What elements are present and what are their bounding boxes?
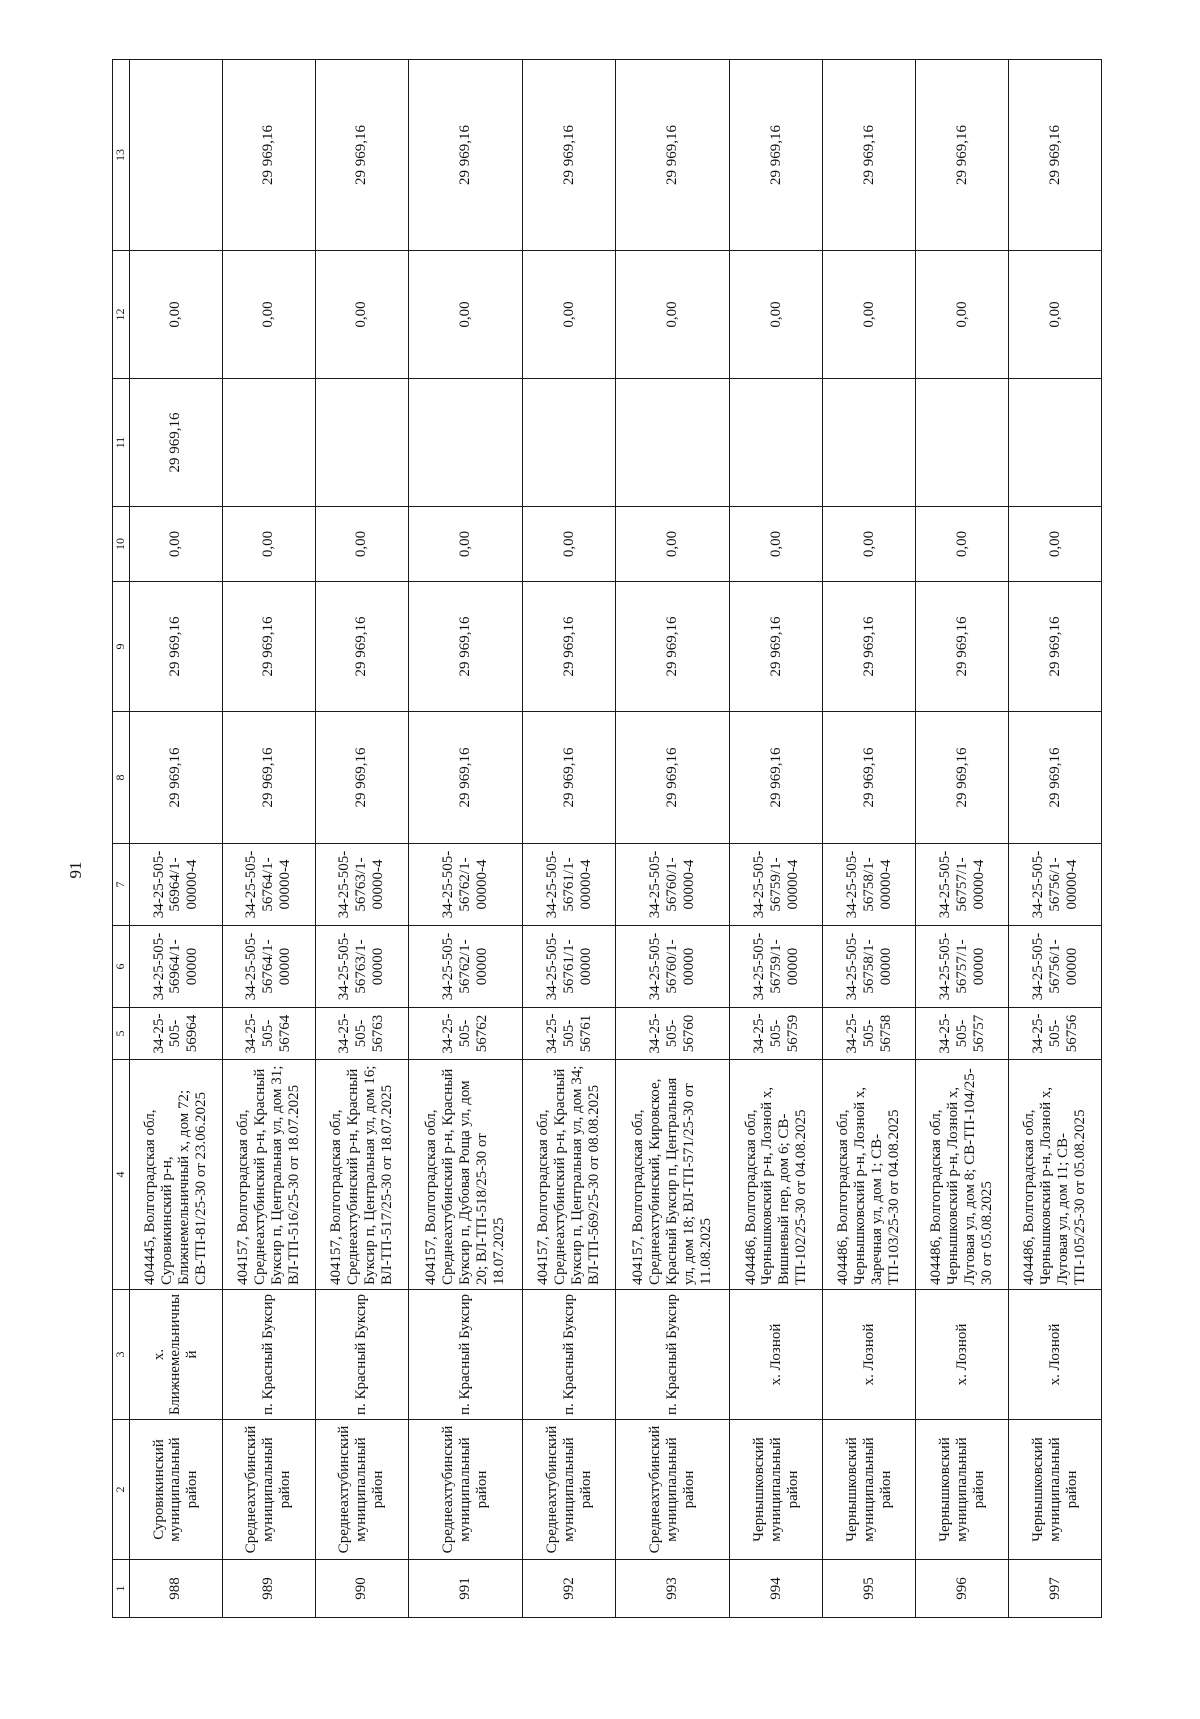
- column-number: 3: [113, 1290, 130, 1420]
- object-code-cell: 34-25-505-56761/1-00000: [523, 926, 616, 1008]
- row-number-cell: 988: [130, 1560, 223, 1618]
- object-subcode-cell: 34-25-505-56757/1-00000-4: [916, 844, 1009, 926]
- object-subcode-cell: 34-25-505-56763/1-00000-4: [315, 844, 408, 926]
- value-col8-cell: 29 969,16: [615, 712, 729, 844]
- object-code-cell: 34-25-505-56758/1-00000: [823, 926, 916, 1008]
- value-col8-cell: 29 969,16: [823, 712, 916, 844]
- value-col11-cell: [615, 379, 729, 507]
- object-subcode-cell: 34-25-505-56761/1-00000-4: [523, 844, 616, 926]
- district-cell: Суровикинский муниципальный район: [130, 1420, 223, 1560]
- district-cell: Среднеахтубинский муниципальный район: [315, 1420, 408, 1560]
- value-col10-cell: 0,00: [408, 507, 522, 582]
- value-col10-cell: 0,00: [615, 507, 729, 582]
- cadastral-number-cell: 34-25-505-56760: [615, 1008, 729, 1060]
- value-col8-cell: 29 969,16: [130, 712, 223, 844]
- value-col9-cell: 29 969,16: [1009, 582, 1102, 712]
- row-number-cell: 997: [1009, 1560, 1102, 1618]
- value-col13-cell: 29 969,16: [916, 60, 1009, 251]
- value-col12-cell: 0,00: [1009, 251, 1102, 379]
- column-number-row: [113, 60, 130, 1618]
- value-col10-cell: 0,00: [916, 507, 1009, 582]
- value-col12-cell: 0,00: [315, 251, 408, 379]
- table-row: [523, 60, 616, 1618]
- district-cell: Среднеахтубинский муниципальный район: [615, 1420, 729, 1560]
- address-cell: 404486, Волгоградская обл, Чернышковский р-н, Лозной х, Луговая ул, дом 11; СВ-ТП-105/25-30 от 05.08.2025: [1009, 1060, 1102, 1290]
- rotated-table-container: [112, 60, 1102, 1618]
- table-row: [615, 60, 729, 1618]
- value-col13-cell: 29 969,16: [1009, 60, 1102, 251]
- column-number: 4: [113, 1060, 130, 1290]
- value-col9-cell: 29 969,16: [730, 582, 823, 712]
- value-col10-cell: 0,00: [130, 507, 223, 582]
- value-col9-cell: 29 969,16: [823, 582, 916, 712]
- value-col11-cell: [408, 379, 522, 507]
- value-col13-cell: 29 969,16: [730, 60, 823, 251]
- value-col11-cell: [523, 379, 616, 507]
- cadastral-number-cell: 34-25-505-56964: [130, 1008, 223, 1060]
- locality-cell: х. Лозной: [823, 1290, 916, 1420]
- district-cell: Чернышковский муниципальный район: [1009, 1420, 1102, 1560]
- address-cell: 404157, Волгоградская обл, Среднеахтубинский р-н, Красный Буксир п, Центральная ул, дом 34; ВЛ-ТП-569/25-30 от 08.08.2025: [523, 1060, 616, 1290]
- value-col8-cell: 29 969,16: [523, 712, 616, 844]
- value-col10-cell: 0,00: [523, 507, 616, 582]
- value-col9-cell: 29 969,16: [523, 582, 616, 712]
- district-cell: Среднеахтубинский муниципальный район: [222, 1420, 315, 1560]
- address-cell: 404486, Волгоградская обл, Чернышковский р-н, Лозной х, Луговая ул, дом 8; СВ-ТП-104/25-30 от 05.08.2025: [916, 1060, 1009, 1290]
- column-number: 5: [113, 1008, 130, 1060]
- row-number-cell: 990: [315, 1560, 408, 1618]
- locality-cell: х. Лозной: [916, 1290, 1009, 1420]
- object-code-cell: 34-25-505-56964/1-00000: [130, 926, 223, 1008]
- value-col12-cell: 0,00: [730, 251, 823, 379]
- address-cell: 404486, Волгоградская обл, Чернышковский р-н, Лозной х, Заречная ул, дом 1; СВ-ТП-103/25-30 от 04.08.2025: [823, 1060, 916, 1290]
- column-number: 12: [113, 251, 130, 379]
- column-number: 2: [113, 1420, 130, 1560]
- value-col11-cell: [916, 379, 1009, 507]
- value-col13-cell: 29 969,16: [523, 60, 616, 251]
- value-col13-cell: 29 969,16: [222, 60, 315, 251]
- row-number-cell: 993: [615, 1560, 729, 1618]
- column-number: 7: [113, 844, 130, 926]
- district-cell: Среднеахтубинский муниципальный район: [523, 1420, 616, 1560]
- value-col8-cell: 29 969,16: [1009, 712, 1102, 844]
- district-cell: Чернышковский муниципальный район: [730, 1420, 823, 1560]
- address-cell: 404157, Волгоградская обл, Среднеахтубинский р-н, Красный Буксир п, Центральная ул, дом 31; ВЛ-ТП-516/25-30 от 18.07.2025: [222, 1060, 315, 1290]
- row-number-cell: 995: [823, 1560, 916, 1618]
- cadastral-number-cell: 34-25-505-56763: [315, 1008, 408, 1060]
- object-code-cell: 34-25-505-56757/1-00000: [916, 926, 1009, 1008]
- district-cell: Чернышковский муниципальный район: [916, 1420, 1009, 1560]
- object-code-cell: 34-25-505-56764/1-00000: [222, 926, 315, 1008]
- cadastral-number-cell: 34-25-505-56759: [730, 1008, 823, 1060]
- table-row: [823, 60, 916, 1618]
- table-row: [1009, 60, 1102, 1618]
- row-number-cell: 996: [916, 1560, 1009, 1618]
- object-subcode-cell: 34-25-505-56758/1-00000-4: [823, 844, 916, 926]
- value-col12-cell: 0,00: [916, 251, 1009, 379]
- value-col12-cell: 0,00: [615, 251, 729, 379]
- value-col13-cell: [130, 60, 223, 251]
- object-subcode-cell: 34-25-505-56756/1-00000-4: [1009, 844, 1102, 926]
- value-col8-cell: 29 969,16: [730, 712, 823, 844]
- cadastral-number-cell: 34-25-505-56756: [1009, 1008, 1102, 1060]
- page-number: 91: [66, 861, 85, 879]
- registry-table: [112, 59, 1102, 1618]
- address-cell: 404157, Волгоградская обл, Среднеахтубинский, Кировское, Красный Буксир п, Центральная ул, дом 18; ВЛ-ТП-571/25-30 от 11.08.2025: [615, 1060, 729, 1290]
- locality-cell: х. Лозной: [730, 1290, 823, 1420]
- object-subcode-cell: 34-25-505-56759/1-00000-4: [730, 844, 823, 926]
- value-col11-cell: [222, 379, 315, 507]
- value-col12-cell: 0,00: [408, 251, 522, 379]
- value-col9-cell: 29 969,16: [408, 582, 522, 712]
- object-code-cell: 34-25-505-56760/1-00000: [615, 926, 729, 1008]
- table-row: [916, 60, 1009, 1618]
- address-cell: 404445, Волгоградская обл, Суровикинский р-н, Ближнемельничный х, дом 72; СВ-ТП-81/25-30 от 23.06.2025: [130, 1060, 223, 1290]
- value-col9-cell: 29 969,16: [615, 582, 729, 712]
- locality-cell: х. Лозной: [1009, 1290, 1102, 1420]
- column-number: 10: [113, 507, 130, 582]
- row-number-cell: 991: [408, 1560, 522, 1618]
- value-col10-cell: 0,00: [1009, 507, 1102, 582]
- value-col10-cell: 0,00: [222, 507, 315, 582]
- column-number: 13: [113, 60, 130, 251]
- object-subcode-cell: 34-25-505-56964/1-00000-4: [130, 844, 223, 926]
- value-col11-cell: [730, 379, 823, 507]
- value-col13-cell: 29 969,16: [615, 60, 729, 251]
- locality-cell: п. Красный Буксир: [315, 1290, 408, 1420]
- value-col12-cell: 0,00: [222, 251, 315, 379]
- locality-cell: п. Красный Буксир: [222, 1290, 315, 1420]
- value-col11-cell: 29 969,16: [130, 379, 223, 507]
- object-subcode-cell: 34-25-505-56764/1-00000-4: [222, 844, 315, 926]
- cadastral-number-cell: 34-25-505-56764: [222, 1008, 315, 1060]
- cadastral-number-cell: 34-25-505-56761: [523, 1008, 616, 1060]
- locality-cell: п. Красный Буксир: [408, 1290, 522, 1420]
- cadastral-number-cell: 34-25-505-56757: [916, 1008, 1009, 1060]
- table-row: [130, 60, 223, 1618]
- value-col8-cell: 29 969,16: [315, 712, 408, 844]
- object-code-cell: 34-25-505-56763/1-00000: [315, 926, 408, 1008]
- value-col8-cell: 29 969,16: [222, 712, 315, 844]
- object-code-cell: 34-25-505-56762/1-00000: [408, 926, 522, 1008]
- row-number-cell: 992: [523, 1560, 616, 1618]
- value-col13-cell: 29 969,16: [823, 60, 916, 251]
- value-col10-cell: 0,00: [823, 507, 916, 582]
- object-subcode-cell: 34-25-505-56760/1-00000-4: [615, 844, 729, 926]
- locality-cell: х. Ближнемельничны й: [130, 1290, 223, 1420]
- column-number: 11: [113, 379, 130, 507]
- value-col9-cell: 29 969,16: [315, 582, 408, 712]
- value-col11-cell: [823, 379, 916, 507]
- value-col11-cell: [315, 379, 408, 507]
- address-cell: 404157, Волгоградская обл, Среднеахтубинский р-н, Красный Буксир п, Дубовая Роща ул, дом 20; ВЛ-ТП-518/25-30 от 18.07.2025: [408, 1060, 522, 1290]
- value-col9-cell: 29 969,16: [130, 582, 223, 712]
- address-cell: 404486, Волгоградская обл, Чернышковский р-н, Лозной х, Вишневый пер, дом 6; СВ-ТП-102/25-30 от 04.08.2025: [730, 1060, 823, 1290]
- table-row: [315, 60, 408, 1618]
- column-number: 1: [113, 1560, 130, 1618]
- object-subcode-cell: 34-25-505-56762/1-00000-4: [408, 844, 522, 926]
- column-number: 6: [113, 926, 130, 1008]
- value-col9-cell: 29 969,16: [222, 582, 315, 712]
- value-col11-cell: [1009, 379, 1102, 507]
- value-col10-cell: 0,00: [315, 507, 408, 582]
- cadastral-number-cell: 34-25-505-56762: [408, 1008, 522, 1060]
- value-col13-cell: 29 969,16: [408, 60, 522, 251]
- value-col8-cell: 29 969,16: [408, 712, 522, 844]
- value-col10-cell: 0,00: [730, 507, 823, 582]
- locality-cell: п. Красный Буксир: [523, 1290, 616, 1420]
- locality-cell: п. Красный Буксир: [615, 1290, 729, 1420]
- object-code-cell: 34-25-505-56756/1-00000: [1009, 926, 1102, 1008]
- cadastral-number-cell: 34-25-505-56758: [823, 1008, 916, 1060]
- table-row: [222, 60, 315, 1618]
- district-cell: Среднеахтубинский муниципальный район: [408, 1420, 522, 1560]
- value-col9-cell: 29 969,16: [916, 582, 1009, 712]
- value-col12-cell: 0,00: [823, 251, 916, 379]
- column-number: 9: [113, 582, 130, 712]
- address-cell: 404157, Волгоградская обл, Среднеахтубинский р-н, Красный Буксир п, Центральная ул, дом 16; ВЛ-ТП-517/25-30 от 18.07.2025: [315, 1060, 408, 1290]
- object-code-cell: 34-25-505-56759/1-00000: [730, 926, 823, 1008]
- row-number-cell: 994: [730, 1560, 823, 1618]
- column-number: 8: [113, 712, 130, 844]
- row-number-cell: 989: [222, 1560, 315, 1618]
- value-col12-cell: 0,00: [523, 251, 616, 379]
- district-cell: Чернышковский муниципальный район: [823, 1420, 916, 1560]
- value-col8-cell: 29 969,16: [916, 712, 1009, 844]
- table-row: [730, 60, 823, 1618]
- value-col12-cell: 0,00: [130, 251, 223, 379]
- value-col13-cell: 29 969,16: [315, 60, 408, 251]
- table-row: [408, 60, 522, 1618]
